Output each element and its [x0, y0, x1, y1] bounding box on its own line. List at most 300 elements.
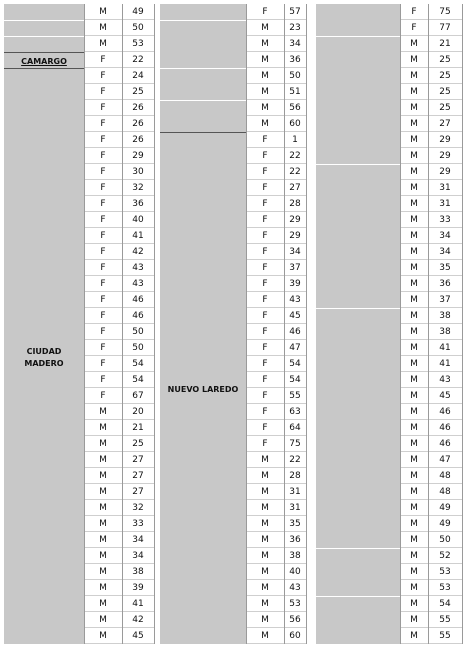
table-row — [246, 276, 306, 292]
sex-cell: M — [261, 583, 269, 593]
sex-cell: F — [262, 167, 268, 177]
age-cell: 50 — [132, 327, 144, 337]
sex-cell: M — [99, 7, 107, 17]
table-row — [246, 292, 306, 308]
table-row — [246, 420, 306, 436]
age-cell: 25 — [439, 103, 451, 113]
sex-cell: M — [99, 471, 107, 481]
group-separator — [4, 52, 84, 53]
sex-cell: M — [410, 39, 418, 49]
table-row — [246, 628, 306, 644]
table-row — [84, 84, 154, 100]
table-row — [84, 628, 154, 644]
sex-cell: M — [261, 87, 269, 97]
table-row — [84, 548, 154, 564]
age-cell: 38 — [289, 551, 301, 561]
table-row — [246, 468, 306, 484]
age-cell: 36 — [439, 279, 451, 289]
sex-cell: M — [410, 231, 418, 241]
age-cell: 45 — [132, 631, 144, 641]
age-cell: 53 — [289, 599, 301, 609]
age-cell: 42 — [132, 247, 144, 257]
table-row — [84, 516, 154, 532]
sex-cell: M — [410, 119, 418, 129]
group-separator — [160, 68, 246, 69]
table-row — [246, 564, 306, 580]
table-row — [84, 452, 154, 468]
group-label-nuevo-laredo: NUEVO LAREDO — [167, 385, 239, 394]
table-row — [84, 132, 154, 148]
table-row — [400, 4, 462, 20]
sex-cell: F — [262, 343, 268, 353]
age-cell: 21 — [439, 39, 451, 49]
group-separator — [4, 68, 84, 69]
sex-cell: F — [100, 343, 106, 353]
age-cell: 37 — [439, 295, 451, 305]
table-row — [246, 84, 306, 100]
sex-cell: F — [100, 135, 106, 145]
table-row — [400, 628, 462, 644]
age-cell: 64 — [289, 423, 301, 433]
sex-cell: F — [100, 359, 106, 369]
sex-cell: F — [100, 327, 106, 337]
table-row — [84, 436, 154, 452]
age-cell: 26 — [132, 135, 144, 145]
age-cell: 46 — [439, 439, 451, 449]
table-row — [84, 148, 154, 164]
age-cell: 25 — [439, 71, 451, 81]
group-label-camargo: CAMARGO — [21, 57, 67, 66]
sex-cell: F — [100, 167, 106, 177]
sex-cell: F — [262, 231, 268, 241]
table-row — [400, 516, 462, 532]
sex-cell: M — [261, 503, 269, 513]
sex-cell: M — [261, 535, 269, 545]
table-row — [400, 388, 462, 404]
age-cell: 50 — [289, 71, 301, 81]
age-cell: 47 — [439, 455, 451, 465]
table-row — [400, 372, 462, 388]
age-cell: 60 — [289, 631, 301, 641]
sex-cell: M — [410, 375, 418, 385]
sex-cell: M — [261, 487, 269, 497]
age-cell: 22 — [289, 455, 301, 465]
table-row — [246, 580, 306, 596]
age-cell: 31 — [289, 487, 301, 497]
table-row — [246, 612, 306, 628]
age-cell: 27 — [132, 455, 144, 465]
age-cell: 32 — [132, 503, 144, 513]
age-cell: 43 — [132, 263, 144, 273]
age-cell: 31 — [439, 199, 451, 209]
table-row — [246, 212, 306, 228]
sex-cell: F — [262, 135, 268, 145]
sex-cell: M — [99, 631, 107, 641]
age-cell: 60 — [289, 119, 301, 129]
age-cell: 27 — [132, 487, 144, 497]
table-row — [84, 116, 154, 132]
age-cell: 43 — [439, 375, 451, 385]
age-cell: 27 — [132, 471, 144, 481]
table-row — [400, 532, 462, 548]
age-cell: 22 — [289, 167, 301, 177]
table-row — [246, 356, 306, 372]
sex-cell: F — [411, 7, 417, 17]
table-row — [246, 244, 306, 260]
sex-cell: M — [410, 183, 418, 193]
table-row — [400, 436, 462, 452]
sex-cell: M — [410, 631, 418, 641]
group-separator — [160, 100, 246, 101]
age-cell: 1 — [292, 135, 298, 145]
age-cell: 49 — [439, 503, 451, 513]
sex-cell: M — [410, 391, 418, 401]
table-row — [84, 564, 154, 580]
table-row — [84, 292, 154, 308]
sex-cell: F — [262, 423, 268, 433]
sex-cell: M — [261, 631, 269, 641]
group-label-ciudad-madero: CIUDAD MADERO — [24, 347, 64, 368]
age-cell: 43 — [289, 583, 301, 593]
age-cell: 23 — [289, 23, 301, 33]
table-row — [400, 260, 462, 276]
age-cell: 45 — [439, 391, 451, 401]
age-cell: 54 — [289, 359, 301, 369]
table-row — [246, 4, 306, 20]
sex-cell: M — [99, 551, 107, 561]
age-cell: 26 — [132, 103, 144, 113]
group-separator — [4, 36, 84, 37]
table-row — [84, 180, 154, 196]
table-row — [246, 148, 306, 164]
age-cell: 54 — [132, 359, 144, 369]
age-cell: 36 — [132, 199, 144, 209]
age-cell: 46 — [132, 295, 144, 305]
age-cell: 34 — [289, 247, 301, 257]
sex-cell: M — [99, 583, 107, 593]
table-row — [84, 244, 154, 260]
age-cell: 48 — [439, 487, 451, 497]
sex-cell: M — [410, 199, 418, 209]
sex-cell: M — [261, 39, 269, 49]
table-row — [400, 356, 462, 372]
age-cell: 33 — [439, 215, 451, 225]
age-cell: 55 — [439, 631, 451, 641]
table-row — [400, 116, 462, 132]
sex-cell: M — [410, 343, 418, 353]
table-row — [246, 196, 306, 212]
sex-cell: M — [410, 135, 418, 145]
table-row — [400, 468, 462, 484]
table-row — [400, 420, 462, 436]
table-row — [246, 68, 306, 84]
group-separator — [160, 132, 246, 133]
age-cell: 34 — [439, 247, 451, 257]
age-cell: 52 — [439, 551, 451, 561]
age-cell: 21 — [132, 423, 144, 433]
age-cell: 37 — [289, 263, 301, 273]
age-cell: 35 — [289, 519, 301, 529]
table-row — [246, 452, 306, 468]
age-cell: 53 — [439, 567, 451, 577]
table-row — [84, 580, 154, 596]
sex-cell: F — [262, 391, 268, 401]
age-cell: 25 — [439, 87, 451, 97]
age-cell: 47 — [289, 343, 301, 353]
age-cell: 56 — [289, 103, 301, 113]
table-row — [400, 324, 462, 340]
sex-cell: F — [262, 295, 268, 305]
sex-cell: F — [100, 375, 106, 385]
table-row — [400, 180, 462, 196]
sex-cell: F — [262, 151, 268, 161]
sex-cell: F — [100, 151, 106, 161]
age-cell: 25 — [132, 87, 144, 97]
age-cell: 45 — [289, 311, 301, 321]
table-row — [400, 20, 462, 36]
sex-cell: F — [262, 263, 268, 273]
age-cell: 22 — [289, 151, 301, 161]
table-row — [84, 276, 154, 292]
sex-cell: M — [261, 55, 269, 65]
sex-cell: F — [262, 359, 268, 369]
table-row — [84, 20, 154, 36]
age-cell: 53 — [132, 39, 144, 49]
table-row — [84, 324, 154, 340]
sex-cell: M — [410, 71, 418, 81]
sex-cell: M — [410, 167, 418, 177]
table-row — [84, 4, 154, 20]
age-cell: 54 — [289, 375, 301, 385]
age-cell: 40 — [132, 215, 144, 225]
table-row — [84, 468, 154, 484]
sex-cell: M — [410, 519, 418, 529]
table-row — [400, 548, 462, 564]
table-row — [246, 500, 306, 516]
group-separator — [4, 20, 84, 21]
table-row — [84, 340, 154, 356]
age-cell: 54 — [439, 599, 451, 609]
table-row — [246, 324, 306, 340]
sex-cell: M — [410, 551, 418, 561]
age-cell: 46 — [439, 407, 451, 417]
age-cell: 29 — [289, 231, 301, 241]
sex-cell: M — [99, 519, 107, 529]
table-row — [400, 244, 462, 260]
sex-cell: M — [410, 215, 418, 225]
table-row — [84, 260, 154, 276]
age-cell: 51 — [289, 87, 301, 97]
age-cell: 35 — [439, 263, 451, 273]
sex-cell: M — [410, 583, 418, 593]
age-cell: 24 — [132, 71, 144, 81]
sex-cell: M — [261, 23, 269, 33]
sex-cell: F — [262, 279, 268, 289]
table-row — [400, 612, 462, 628]
sex-cell: M — [99, 535, 107, 545]
table-row — [84, 36, 154, 52]
sex-cell: M — [99, 39, 107, 49]
table-row — [246, 260, 306, 276]
age-cell: 25 — [132, 439, 144, 449]
sex-cell: M — [410, 455, 418, 465]
sex-cell: F — [262, 311, 268, 321]
table-row — [84, 164, 154, 180]
sex-cell: F — [100, 247, 106, 257]
sex-cell: M — [99, 439, 107, 449]
age-cell: 49 — [132, 7, 144, 17]
table-row — [400, 36, 462, 52]
sex-cell: M — [261, 455, 269, 465]
sex-cell: M — [261, 551, 269, 561]
table-row — [400, 84, 462, 100]
sex-cell: M — [410, 487, 418, 497]
sex-cell: M — [410, 295, 418, 305]
age-cell: 43 — [132, 279, 144, 289]
table-row — [400, 564, 462, 580]
table-row — [84, 100, 154, 116]
sex-cell: F — [100, 263, 106, 273]
sex-cell: M — [99, 487, 107, 497]
sex-cell: M — [99, 423, 107, 433]
sex-cell: F — [100, 55, 106, 65]
table-row — [246, 180, 306, 196]
table-row — [400, 228, 462, 244]
age-cell: 63 — [289, 407, 301, 417]
table-row — [84, 196, 154, 212]
age-cell: 54 — [132, 375, 144, 385]
sex-cell: F — [262, 407, 268, 417]
sex-cell: F — [262, 215, 268, 225]
sex-cell: M — [99, 455, 107, 465]
sex-cell: M — [410, 615, 418, 625]
sex-cell: M — [261, 103, 269, 113]
table-row — [84, 484, 154, 500]
age-cell: 39 — [289, 279, 301, 289]
table-row — [246, 164, 306, 180]
group-separator — [316, 36, 400, 37]
age-cell: 40 — [289, 567, 301, 577]
age-cell: 36 — [289, 535, 301, 545]
table-row — [246, 132, 306, 148]
age-cell: 29 — [132, 151, 144, 161]
table-row — [84, 68, 154, 84]
table-row — [84, 500, 154, 516]
sex-cell: M — [410, 535, 418, 545]
age-cell: 43 — [289, 295, 301, 305]
sex-cell: M — [261, 119, 269, 129]
sex-cell: M — [410, 311, 418, 321]
table-row — [400, 148, 462, 164]
table-row — [400, 276, 462, 292]
age-cell: 39 — [132, 583, 144, 593]
age-cell: 20 — [132, 407, 144, 417]
age-cell: 42 — [132, 615, 144, 625]
sex-cell: M — [410, 423, 418, 433]
sex-cell: F — [100, 119, 106, 129]
sex-cell: F — [100, 311, 106, 321]
sex-cell: M — [410, 55, 418, 65]
table-row — [400, 580, 462, 596]
age-cell: 27 — [289, 183, 301, 193]
age-cell: 38 — [439, 311, 451, 321]
sex-cell: F — [262, 375, 268, 385]
table-row — [400, 292, 462, 308]
age-cell: 34 — [132, 551, 144, 561]
sex-cell: F — [100, 183, 106, 193]
table-row — [400, 452, 462, 468]
sex-cell: M — [261, 71, 269, 81]
group-separator — [316, 308, 400, 309]
age-cell: 56 — [289, 615, 301, 625]
table-row — [400, 164, 462, 180]
sex-cell: F — [262, 439, 268, 449]
age-cell: 41 — [439, 359, 451, 369]
age-cell: 38 — [132, 567, 144, 577]
sex-cell: M — [99, 567, 107, 577]
table-row — [246, 36, 306, 52]
age-cell: 31 — [289, 503, 301, 513]
age-cell: 26 — [132, 119, 144, 129]
age-cell: 57 — [289, 7, 301, 17]
sex-cell: M — [410, 151, 418, 161]
table-row — [84, 532, 154, 548]
sex-cell: F — [100, 391, 106, 401]
table-row — [400, 340, 462, 356]
table-row — [246, 436, 306, 452]
table-row — [246, 116, 306, 132]
age-cell: 31 — [439, 183, 451, 193]
age-cell: 34 — [132, 535, 144, 545]
sex-cell: M — [99, 23, 107, 33]
sex-cell: F — [100, 215, 106, 225]
sex-cell: M — [261, 519, 269, 529]
table-row — [84, 596, 154, 612]
table-row — [400, 484, 462, 500]
sex-cell: M — [410, 263, 418, 273]
table-row — [246, 532, 306, 548]
table-row — [246, 228, 306, 244]
table-row — [84, 212, 154, 228]
age-cell: 48 — [439, 471, 451, 481]
sex-cell: M — [410, 359, 418, 369]
sex-cell: M — [99, 503, 107, 513]
table-row — [246, 516, 306, 532]
table-row — [246, 404, 306, 420]
sex-cell: F — [262, 183, 268, 193]
age-cell: 75 — [439, 7, 451, 17]
group-separator — [316, 596, 400, 597]
sex-cell: M — [410, 471, 418, 481]
table-row — [84, 612, 154, 628]
sex-cell: M — [410, 567, 418, 577]
age-cell: 67 — [132, 391, 144, 401]
sex-cell: M — [261, 471, 269, 481]
sex-cell: M — [410, 247, 418, 257]
sex-cell: F — [100, 295, 106, 305]
age-cell: 29 — [289, 215, 301, 225]
municipality-column — [4, 4, 84, 644]
table-row — [400, 404, 462, 420]
age-cell: 29 — [439, 151, 451, 161]
table-row — [84, 308, 154, 324]
table-row — [246, 548, 306, 564]
age-cell: 28 — [289, 471, 301, 481]
table-row — [400, 100, 462, 116]
group-separator — [316, 164, 400, 165]
table-row — [84, 356, 154, 372]
group-separator — [316, 548, 400, 549]
